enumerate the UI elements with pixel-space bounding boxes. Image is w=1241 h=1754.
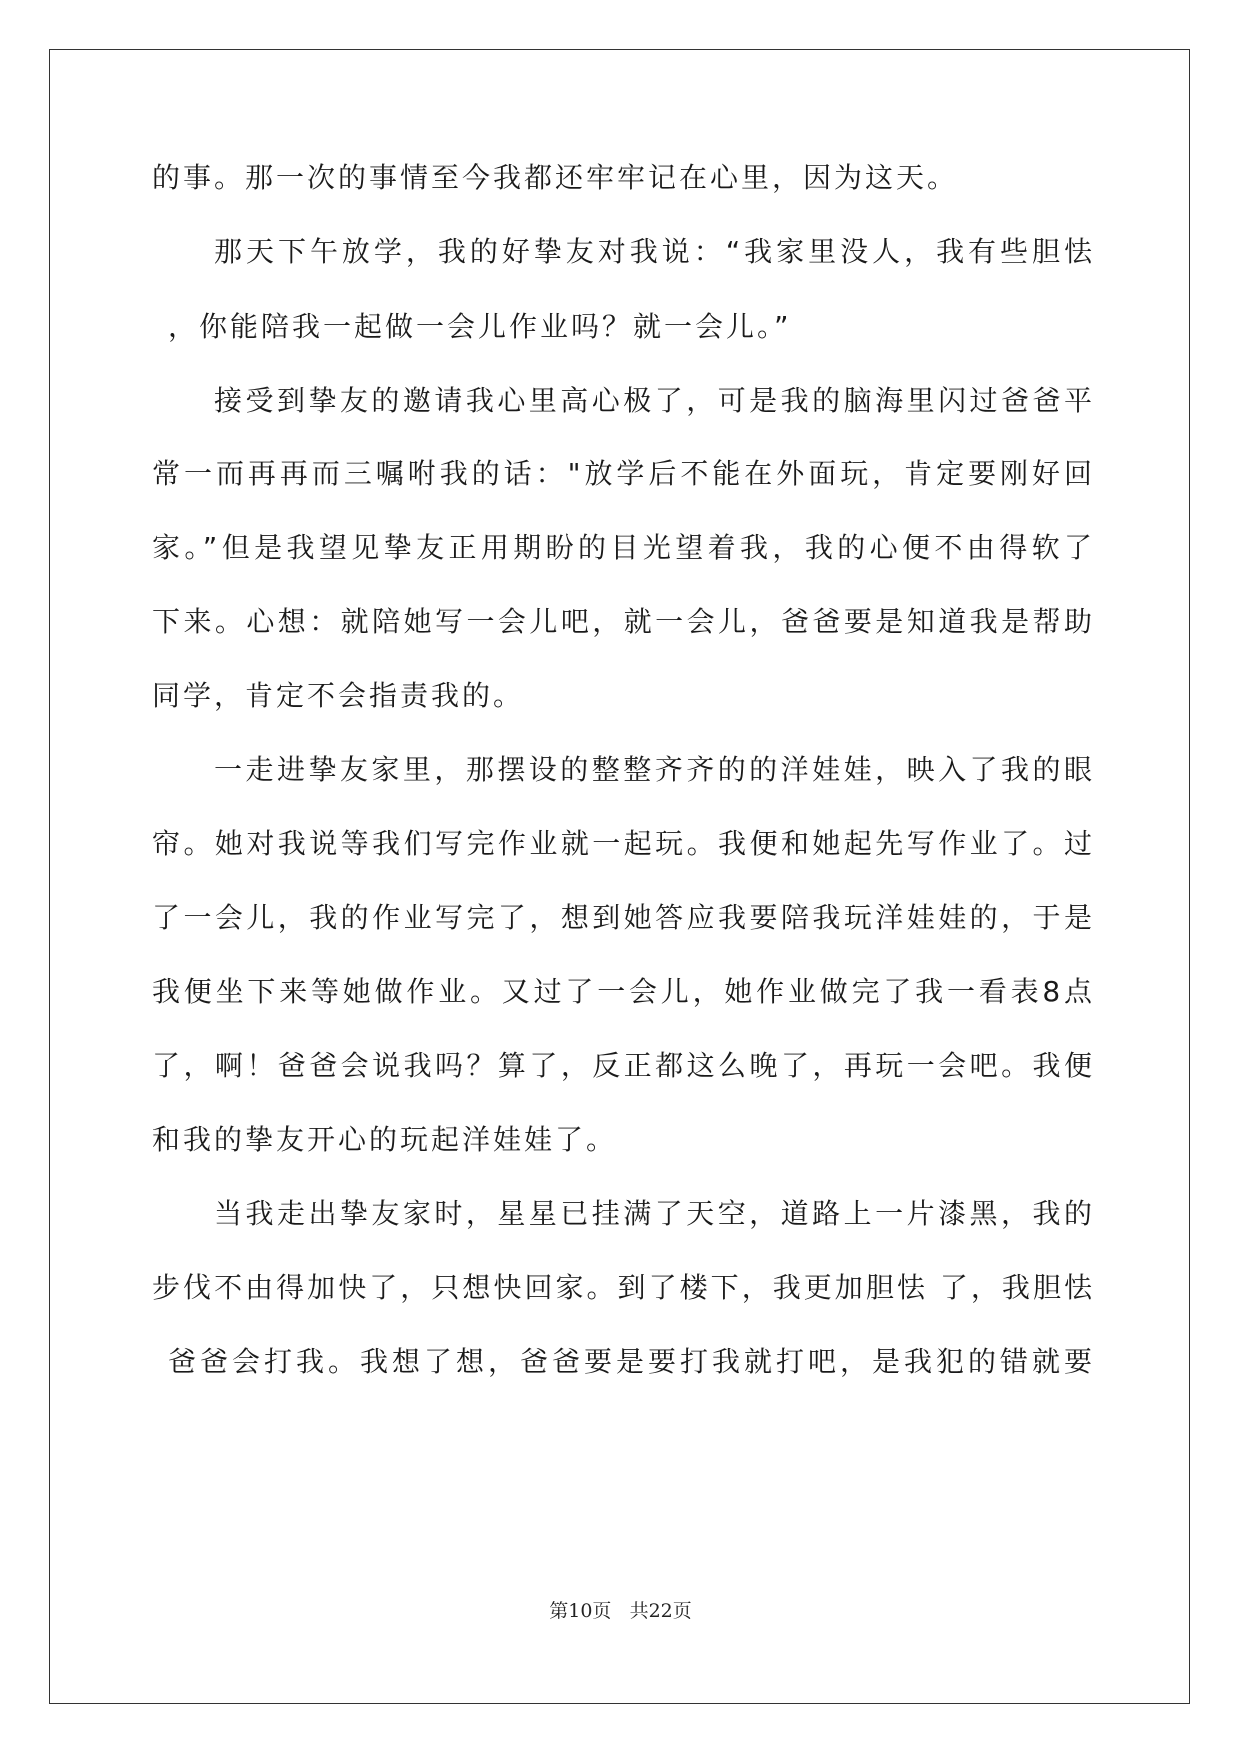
paragraph-first-line: 接受到挚友的邀请我心里高心极了，可是我的脑海里闪过爸爸平 (214, 384, 1092, 417)
text-line: 家。”但是我望见挚友正用期盼的目光望着我，我的心便不由得软了 (152, 531, 1092, 564)
text-line: 爸爸会打我。我想了想，爸爸要是要打我就打吧，是我犯的错就要 (168, 1345, 1092, 1378)
text-line: 常一而再再而三嘱咐我的话："放学后不能在外面玩，肯定要刚好回 (152, 457, 1092, 490)
page-footer (0, 1596, 1241, 1623)
paragraph-first-line: 一走进挚友家里，那摆设的整整齐齐的的洋娃娃，映入了我的眼 (214, 753, 1092, 786)
text-line: 同学，肯定不会指责我的。 (152, 679, 525, 712)
text-line: 帘。她对我说等我们写完作业就一起玩。我便和她起先写作业了。过 (152, 827, 1092, 860)
page-total: 共22页 (629, 1600, 692, 1622)
paragraph-first-line: 那天下午放学，我的好挚友对我说：“我家里没人，我有些胆怯 (214, 235, 1092, 268)
text-line: 和我的挚友开心的玩起洋娃娃了。 (152, 1123, 618, 1156)
text-line: 的事。那一次的事情至今我都还牢牢记在心里，因为这天。 (152, 161, 959, 194)
text-line: 了，啊！爸爸会说我吗？算了，反正都这么晚了，再玩一会吧。我便 (152, 1049, 1092, 1082)
text-line: 了一会儿，我的作业写完了，想到她答应我要陪我玩洋娃娃的，于是 (152, 901, 1092, 934)
text-line: 我便坐下来等她做作业。又过了一会儿，她作业做完了我一看表8点 (152, 975, 1092, 1008)
text-line: ，你能陪我一起做一会儿作业吗？就一会儿。” (168, 310, 792, 343)
paragraph-first-line: 当我走出挚友家时，星星已挂满了天空，道路上一片漆黑，我的 (214, 1197, 1092, 1230)
page-border (49, 49, 1190, 1704)
page-number: 第10页 (549, 1600, 612, 1622)
text-line: 步伐不由得加快了，只想快回家。到了楼下，我更加胆怯 了，我胆怯 (152, 1271, 1092, 1304)
text-line: 下来。心想：就陪她写一会儿吧，就一会儿，爸爸要是知道我是帮助 (152, 605, 1092, 638)
